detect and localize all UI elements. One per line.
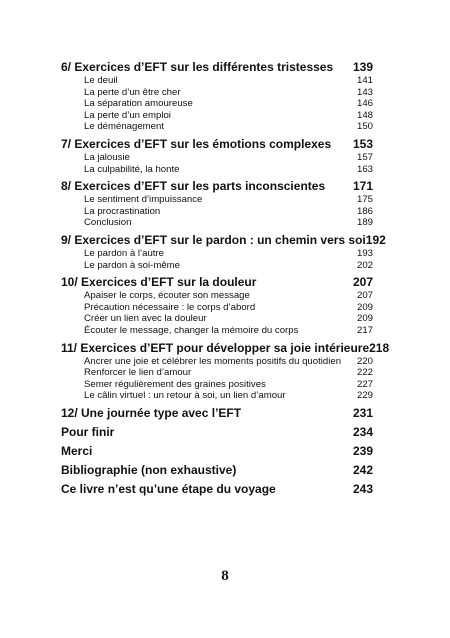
toc-section [61,137,373,175]
chapter-page-number: 231 [352,405,373,420]
toc-subentry [61,390,373,402]
chapter-title: Ce livre n’est qu’une étape du voyage [61,481,276,496]
chapter-title: 11/ Exercices d’EFT pour développer sa joie intérieure [61,340,370,355]
subentry-label: Écouter le message, changer la mémoire du corps [84,324,299,336]
subentry-label: Ancrer une joie et célébrer les moments positifs du quotidien [84,355,342,367]
subentry-page-number: 207 [356,290,373,302]
subentry-label: La procrastination [84,205,161,217]
chapter-page-number: 242 [352,462,373,477]
chapter-title: 8/ Exercices d’EFT sur les parts inconscientes [61,179,326,194]
subentry-label: Le pardon à soi-même [84,259,180,271]
page-number: 8 [221,568,229,584]
subentry-page-number: 141 [356,75,373,86]
toc-subentry [61,87,373,99]
subentry-page-number: 222 [356,367,373,379]
toc-section [61,179,373,229]
chapter-page-number: 218 [369,340,390,355]
toc-chapter-entry [61,179,373,194]
chapter-page-number: 139 [352,60,373,74]
toc-subentry [61,194,373,206]
toc-subentry [61,313,373,325]
chapter-page-number: 171 [352,179,373,194]
chapter-page-number: 234 [352,424,373,439]
toc-chapter-entry [61,137,373,152]
toc-section [61,444,373,459]
subentry-page-number: 157 [356,151,373,163]
toc-subentry [61,110,373,122]
toc-chapter-entry [61,275,373,290]
toc-chapter-entry [61,463,373,478]
chapter-title: 10/ Exercices d’EFT sur la douleur [61,275,257,290]
subentry-label: Apaiser le corps, écouter son message [84,290,250,302]
toc-chapter-entry [61,425,373,440]
chapter-page-number: 192 [365,232,386,247]
subentry-label: Le deuil [84,75,118,86]
subentry-page-number: 143 [356,86,373,98]
toc-section [61,482,373,497]
subentry-label: Le câlin virtuel : un retour à soi, un lien d’amour [84,390,286,402]
chapter-title: Merci [61,443,93,458]
chapter-title: Pour finir [61,424,115,439]
toc-subentry [61,164,373,176]
toc-section [61,425,373,440]
toc-subentry [61,98,373,110]
subentry-label: Créer un lien avec la douleur [84,313,207,325]
subentry-page-number: 186 [356,205,373,217]
chapter-page-number: 153 [352,136,373,151]
subentry-page-number: 209 [356,301,373,313]
subentry-page-number: 150 [356,121,373,133]
subentry-page-number: 229 [356,390,373,402]
toc-subentry [61,121,373,133]
chapter-title: 7/ Exercices d’EFT sur les émotions complexes [61,136,332,151]
toc-subentry [61,248,373,260]
toc-chapter-entry [61,232,386,248]
subentry-label: Le sentiment d’impuissance [84,194,203,206]
subentry-label: Précaution nécessaire : le corps d’abord [84,301,256,313]
toc-chapter-entry [61,444,373,459]
subentry-label: Semer régulièrement des graines positives [84,378,266,390]
toc-section [61,463,373,478]
chapter-title: 9/ Exercices d’EFT sur le pardon : un chemin vers soi [61,232,366,247]
chapter-title: 12/ Une journée type avec l’EFT [61,405,242,420]
toc-subentry [61,217,373,229]
toc-section [61,60,373,133]
subentry-label: La perte d’un être cher [84,86,181,98]
toc-subentry [61,75,373,87]
chapter-title: 6/ Exercices d’EFT sur les différentes tristesses [61,60,334,74]
toc-subentry [61,260,373,272]
toc-section [61,340,390,402]
chapter-page-number: 239 [352,443,373,458]
toc-subentry [61,302,373,314]
chapter-page-number: 243 [352,481,373,496]
toc-subentry [61,379,373,391]
subentry-page-number: 193 [356,247,373,259]
subentry-label: La perte d’un emploi [84,109,171,121]
subentry-label: Le déménagement [84,121,165,133]
subentry-page-number: 227 [356,378,373,390]
subentry-page-number: 175 [356,194,373,206]
subentry-label: Le pardon à l’autre [84,247,165,259]
subentry-label: Renforcer le lien d’amour [84,367,192,379]
toc-subentry [61,290,373,302]
toc-subentry [61,367,373,379]
subentry-page-number: 163 [356,163,373,175]
subentry-label: La séparation amoureuse [84,98,193,110]
subentry-label: Conclusion [84,217,132,229]
subentry-page-number: 189 [356,217,373,229]
toc-chapter-entry [61,340,390,356]
chapter-title: Bibliographie (non exhaustive) [61,462,237,477]
toc-chapter-entry [61,406,373,421]
subentry-page-number: 209 [356,313,373,325]
toc-section [61,232,386,271]
subentry-label: La jalousie [84,151,130,163]
chapter-page-number: 207 [352,275,373,290]
subentry-page-number: 217 [356,324,373,336]
toc-section [61,275,373,336]
subentry-page-number: 146 [356,98,373,110]
subentry-label: La culpabilité, la honte [84,163,180,175]
toc-section [61,406,373,421]
subentry-page-number: 148 [356,109,373,121]
toc-subentry [61,152,373,164]
table-of-contents [61,60,390,497]
toc-subentry [61,206,373,218]
subentry-page-number: 202 [356,259,373,271]
toc-chapter-entry [61,60,373,75]
toc-subentry [61,325,373,337]
toc-chapter-entry [61,482,373,497]
subentry-page-number: 220 [356,355,373,367]
toc-subentry [61,356,373,368]
